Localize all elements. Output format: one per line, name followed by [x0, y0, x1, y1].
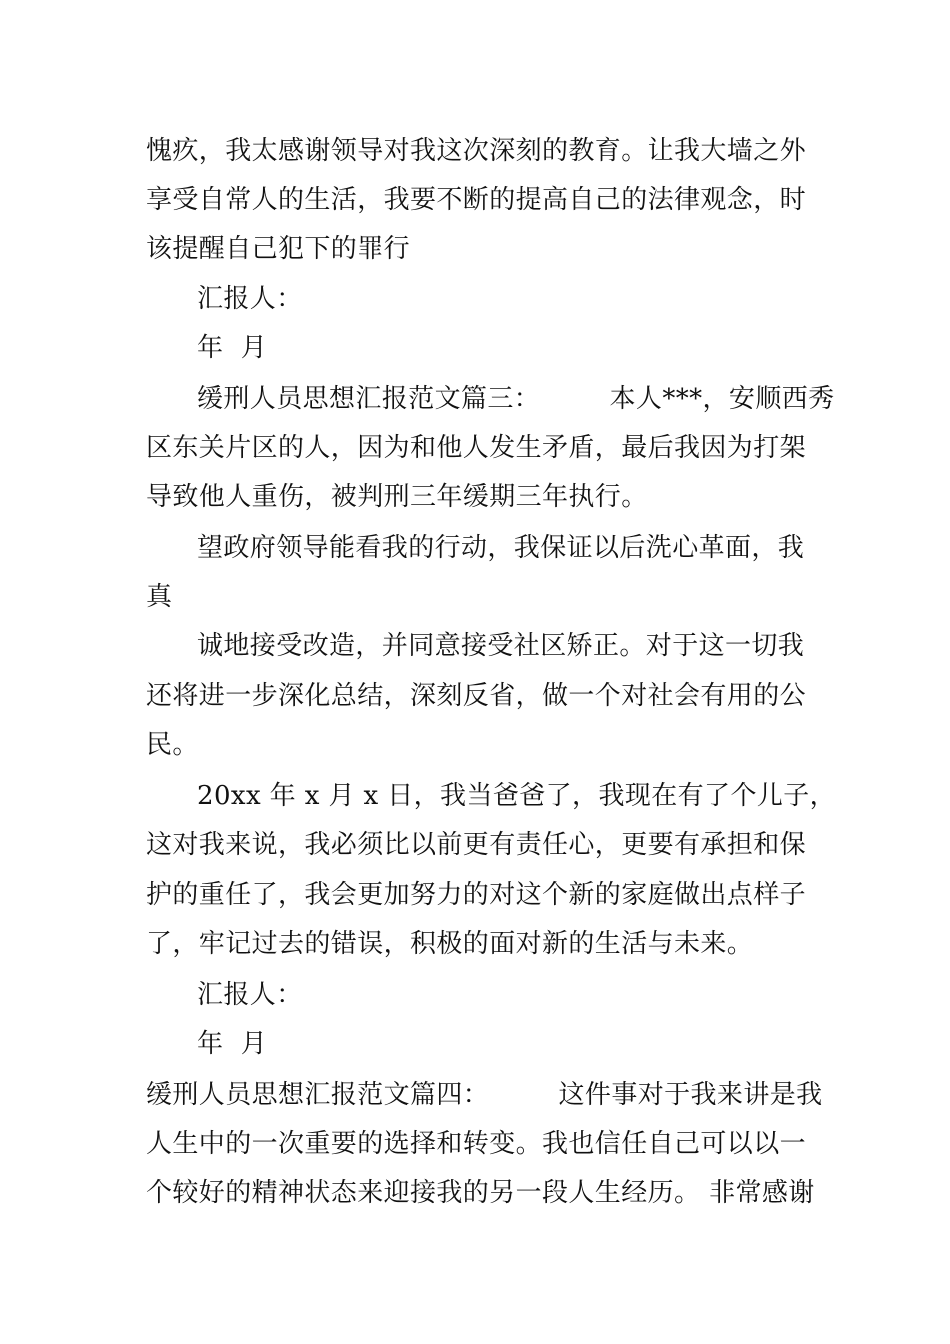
signature-label: 汇报人：: [197, 980, 303, 1010]
date-label: 年 月: [197, 1029, 268, 1059]
text-line: 享受自常人的生活，我要不断的提高自己的法律观念，时: [146, 185, 807, 215]
text-line: 民。: [146, 730, 199, 760]
text-line: 导致他人重伤，被判刑三年缓期三年执行。: [146, 482, 648, 512]
section-heading: 缓刑人员思想汇报范文篇四： 这件事对于我来讲是我: [146, 1080, 823, 1110]
text-line: 真: [146, 582, 173, 612]
text-line: 该提醒自己犯下的罪行: [146, 234, 411, 264]
text-line: 望政府领导能看我的行动，我保证以后洗心革面，我: [197, 533, 805, 563]
text-line: 区东关片区的人，因为和他人发生矛盾，最后我因为打架: [146, 433, 807, 463]
text-line: 这对我来说，我必须比以前更有责任心，更要有承担和保: [146, 830, 807, 860]
signature-label: 汇报人：: [197, 284, 303, 314]
text-line: 了，牢记过去的错误，积极的面对新的生活与未来。: [146, 929, 754, 959]
text-line: 人生中的一次重要的选择和转变。我也信任自己可以以一: [146, 1129, 807, 1159]
text-line: 个较好的精神状态来迎接我的另一段人生经历。 非常感谢: [146, 1178, 815, 1208]
text-line: 20xx 年 x 月 x 日，我当爸爸了，我现在有了个儿子，: [197, 781, 837, 811]
text-line: 愧疚，我太感谢领导对我这次深刻的教育。让我大墙之外: [146, 136, 807, 166]
text-line: 还将进一步深化总结，深刻反省，做一个对社会有用的公: [146, 681, 807, 711]
text-line: 护的重任了，我会更加努力的对这个新的家庭做出点样子: [146, 880, 807, 910]
text-line: 诚地接受改造，并同意接受社区矫正。对于这一切我: [197, 631, 805, 661]
section-heading: 缓刑人员思想汇报范文篇三： 本人***，安顺西秀: [197, 384, 835, 414]
date-label: 年 月: [197, 333, 268, 363]
